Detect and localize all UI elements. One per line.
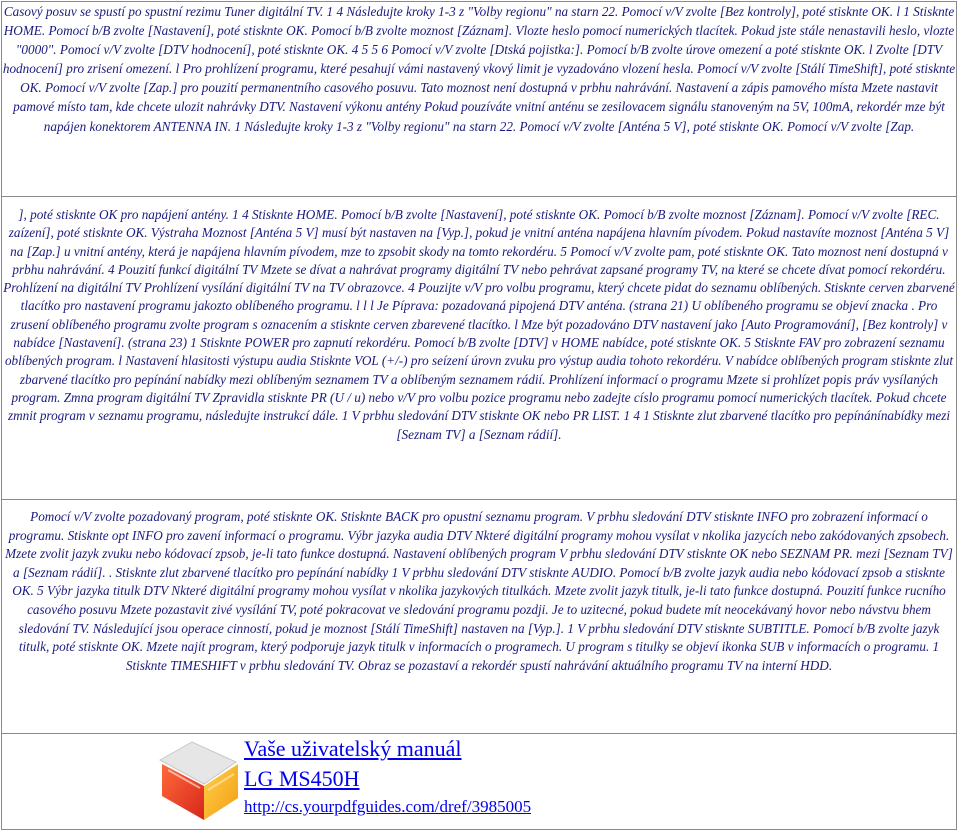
text-block-1 (2, 2, 956, 195)
manual-link[interactable]: Vaše uživatelský manuál (244, 736, 462, 761)
paragraph-3: Pomocí v/V zvolte pozadovaný program, poté stisknte OK. Stisknte BACK pro opustní seznamu program. V prbhu sledování DTV stisknte INFO pro zobrazení informací o programu. Stisknte opt INFO pro zavení informací o programu. Výbr jazyka audia DTV Nkteré digitální programy mohou vysílat v nkolika jazycích nebo zakódovaných zpsobech. Mzete zvolit jazyk zvuku nebo kódovací zpsob, je-li tato funkce dostupná. Nastavení oblíbených program V prbhu sledování DTV stisknte OK nebo SEZNAM PR. mezi [Seznam TV] a [Seznam rádií]. . Stisknte zlut zbarvené tlacítko pro pepínání nabídky 1 V prbhu sledování DTV stisknte AUDIO. Pomocí b/B zvolte jazyk audia nebo kódovací zpsob a stisknte OK. 5 Výbr jazyka titulk DTV Nkteré digitální programy mohou vysílat v nkolika jazykových titulkách. Mzete zvolit jazyk titulk, je-li tato funkce dostupná. Pouzití funkce rucního casového posuvu Mzete pozastavit zivé vysílání TV, poté pokracovat ve sledování programu pozdji. Je to uzitecné, pokud budete mít neocekávaný hovor nebo návstvu bhem sledování TV. Následující jsou operace cinností, pokud je moznost [Stálí TimeShift] nastaven na [Vyp.]. 1 V prbhu sledování DTV stisknte SUBTITLE. Pomocí b/B zvolte jazyk titulk, poté stisknte OK. Mzete najít program, který podporuje jazyk titulk v informacích o programech. U program s titulky se objeví ikonka SUB v informacích o programu. 1 Stisknte TIMESHIFT v prbhu sledování TV. Obraz se pozastaví a rekordér spustí nahrávání aktuálního programu TV na interní HDD. (5, 509, 953, 673)
book-icon (154, 734, 244, 826)
paragraph-2: ], poté stisknte OK pro napájení antény. 1 4 Stisknte HOME. Pomocí b/B zvolte [Nastavení], poté stisknte OK. Pomocí b/B zvolte moznost [Záznam]. Pomocí v/V zvolte [REC. zaízení], poté stisknte OK. Výstraha Moznost [Anténa 5 V] musí být nastaven na [Vyp.], pokud je vnitní anténa napájena hlavním pívodem. Pokud nastavíte moznost [Anténa 5 V] na [Zap.] u vnitní antény, která je napájena hlavním pívodem, mze to zpsobit skody na tomto rekordéru. 5 Pomocí v/V zvolte pam, poté stisknte OK. Tato moznost není dostupná v prbhu nahrávání. 4 Pouzití funkcí digitální TV Mzete se dívat a nahrávat programy digitální TV nebo pehrávat zapsané programy TV, na které se chcete dívat pomocí rekordéru. Prohlízení na digitální TV Prohlízení vysílání digitální TV na TV obrazovce. 4 Pouzijte v/V pro volbu programu, který chcete pidat do seznamu oblíbených. Stisknte cerven zbarvené tlacítko pro nastavení programu jakozto oblíbeného programu. l l l Je Píprava: pozadovaná pipojená DTV anténa. (strana 21) U oblíbeného programu se objeví znacka . Pro zrusení oblíbeného programu zvolte program s oznacením a stisknte cerven zbarevené tlacítko. l Mze být pozadováno DTV nastavení jako [Auto Programování], [Bez kontroly] v nabídce [Nastavení]. (strana 23) 1 Stisknte POWER pro zapnutí rekordéru. Pomocí b/B zvolte [DTV] v HOME nabídce, poté stisknte OK. 5 Stisknte FAV pro zobrazení seznamu oblíbených program. l Nastavení hlasitosti výstupu audia Stisknte VOL (+/-) pro seízení úrovn zvuku pro výstup audia tohoto rekordéru. V nabídce oblíbených program stisknte zlut zbarvené tlacítko pro pepínání nabídky mezi oblíbeným seznamem TV a oblíbeným seznamem rádií. Prohlízení informací o programu Mzete si prohlízet popis práv vysílaných program. Zmna program digitální TV Zpravidla stisknte PR (U / u) nebo v/V pro volbu pozice programu nebo zadejte císlo programu pomocí numerických tlacítek. Pokud chcete zmnit program v seznamu programu, následujte instrukcí dále. 1 V prbhu sledování DTV stisknte OK nebo PR LIST. 1 4 1 Stisknte zlut zbarvené tlacítko pro pepínánínabídky mezi [Seznam TV] a [Seznam rádií]. (3, 207, 955, 442)
model-link[interactable]: LG MS450H (244, 766, 360, 791)
url-link[interactable]: http://cs.yourpdfguides.com/dref/3985005 (244, 797, 532, 816)
divider (2, 499, 956, 500)
text-block-2 (2, 206, 956, 496)
paragraph-1: Casový posuv se spustí po spustní rezimu Tuner digitální TV. 1 4 Následujte kroky 1-3 z "Volby regionu" na starn 22. Pomocí v/V zvolte [Bez kontroly], poté stisknte OK. l 1 Stisknte HOME. Pomocí b/B zvolte [Nastavení], poté stisknte OK. Pomocí b/B zvolte moznost [Záznam]. Vlozte heslo pomocí numerických tlacítek. Pokud jste stále nenastavili heslo, vlozte "0000". Pomocí v/V zvolte [DTV hodnocení], poté stisknte OK. 4 5 5 6 Pomocí v/V zvolte [Dtská pojistka:]. Pomocí b/B zvolte úrove omezení a poté stisknte OK. l Zvolte [DTV hodnocení] pro zrisení omezení. l Pro prohlízení programu, které pesahují vámi nastavený vkový limit je vyzadováno vlození hesla. Pomocí v/V zvolte [Stálí TimeShift], poté stisknte OK. Pomocí v/V zvolte [Zap.] pro pouzití permanentního casového posuvu. Tato moznost není dostupná v prbhu nahrávání. Nastavení a zápis pamového místa Mzete nastavit pamové místo tam, kde chcete ulozit nahrávky DTV. Nastavení výkonu antény Pokud pouzíváte vnitní anténu se zesilovacem signálu stanoveným na 5V, 100mA, rekordér mze být napájen konektorem ANTENNA IN. 1 Následujte kroky 1-3 z "Volby regionu" na starn 22. Pomocí v/V zvolte [Anténa 5 V], poté stisknte OK. Pomocí v/V zvolte [Zap. (2, 4, 956, 134)
footer (2, 734, 956, 830)
text-block-3 (2, 508, 956, 732)
divider (2, 196, 956, 197)
